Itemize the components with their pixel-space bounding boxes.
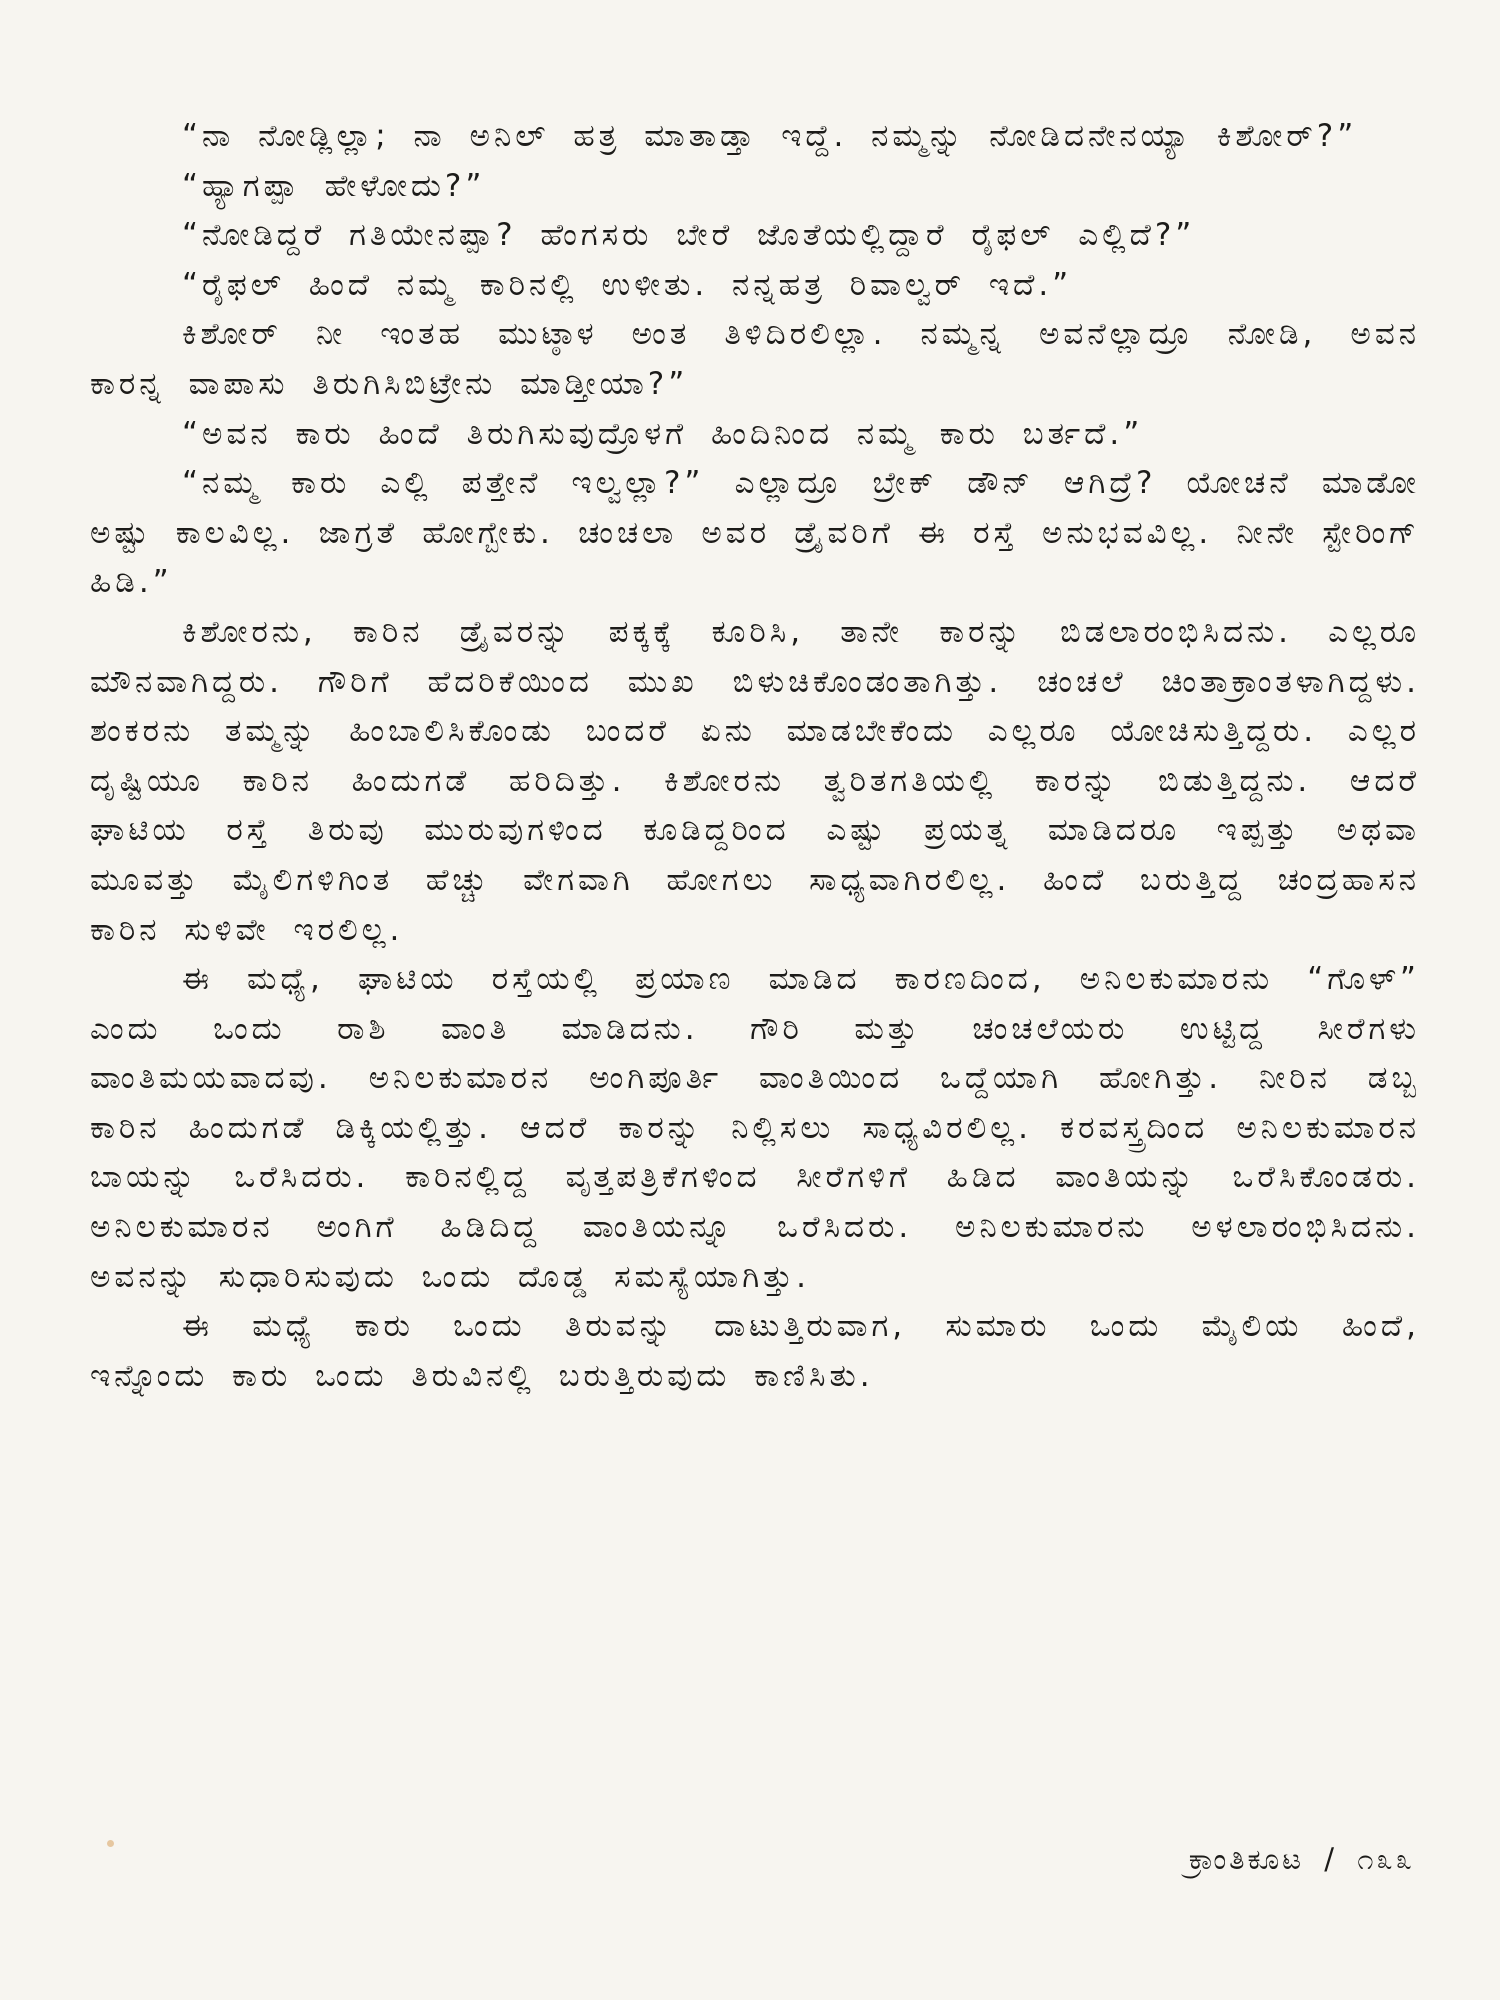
paragraph: ಈ ಮಧ್ಯೆ, ಘಾಟಿಯ ರಸ್ತೆಯಲ್ಲಿ ಪ್ರಯಾಣ ಮಾಡಿದ ಕಾರಣದಿಂದ, ಅನಿಲಕುಮಾರನು “ಗೊಳ್” ಎಂದು ಒಂದು ರಾಶಿ ವಾಂತಿ ಮಾಡಿದನು. ಗೌರಿ ಮತ್ತು ಚಂಚಲೆಯರು ಉಟ್ಟಿದ್ದ ಸೀರೆಗಳು ವಾಂತಿಮಯವಾದವು. ಅನಿಲಕುಮಾರನ ಅಂಗಿಪೂರ್ತಿ ವಾಂತಿಯಿಂದ ಒದ್ದೆಯಾಗಿ ಹೋಗಿತ್ತು. ನೀರಿನ ಡಬ್ಬ ಕಾರಿನ ಹಿಂದುಗಡೆ ಡಿಕ್ಕಿಯಲ್ಲಿತ್ತು. ಆದರೆ ಕಾರನ್ನು ನಿಲ್ಲಿಸಲು ಸಾಧ್ಯವಿರಲಿಲ್ಲ. ಕರವಸ್ತ್ರದಿಂದ ಅನಿಲಕುಮಾರನ ಬಾಯನ್ನು ಒರೆಸಿದರು. ಕಾರಿನಲ್ಲಿದ್ದ ವೃತ್ತಪತ್ರಿಕೆಗಳಿಂದ ಸೀರೆಗಳಿಗೆ ಹಿಡಿದ ವಾಂತಿಯನ್ನು ಒರೆಸಿಕೊಂಡರು. ಅನಿಲಕುಮಾರನ ಅಂಗಿಗೆ ಹಿಡಿದಿದ್ದ ವಾಂತಿಯನ್ನೂ ಒರೆಸಿದರು. ಅನಿಲಕುಮಾರನು ಅಳಲಾರಂಭಿಸಿದನು. ಅವನನ್ನು ಸುಧಾರಿಸುವುದು ಒಂದು ದೊಡ್ಡ ಸಮಸ್ಯೆಯಾಗಿತ್ತು. [90,961,1420,1295]
paragraph: “ನಮ್ಮ ಕಾರು ಎಲ್ಲಿ ಪತ್ತೇನೆ ಇಲ್ವಲ್ಲಾ?” ಎಲ್ಲಾದ್ರೂ ಬ್ರೇಕ್ ಡೌನ್ ಆಗಿದ್ರೆ? ಯೋಚನೆ ಮಾಡೋ ಅಷ್ಟು ಕಾಲವಿಲ್ಲ. ಜಾಗ್ರತೆ ಹೋಗ್ಬೇಕು. ಚಂಚಲಾ ಅವರ ಡ್ರೈವರಿಗೆ ಈ ರಸ್ತೆ ಅನುಭವವಿಲ್ಲ. ನೀನೇ ಸ್ಟೇರಿಂಗ್ ಹಿಡಿ.” [90,465,1420,601]
page-footer [1189,1842,1415,1877]
paper-stain [107,1840,114,1847]
paragraph: “ನಾ ನೋಡ್ಲಿಲ್ಲಾ; ನಾ ಅನಿಲ್ ಹತ್ರ ಮಾತಾಡ್ತಾ ಇದ್ದೆ. ನಮ್ಮನ್ನು ನೋಡಿದನೇನಯ್ಯಾ ಕಿಶೋರ್?” [182,118,1358,154]
paragraph: “ಅವನ ಕಾರು ಹಿಂದೆ ತಿರುಗಿಸುವುದ್ರೊಳಗೆ ಹಿಂದಿನಿಂದ ನಮ್ಮ ಕಾರು ಬರ್ತದೆ.” [182,415,1144,452]
footer-separator: / [1324,1842,1338,1876]
paragraph: ಕಿಶೋರ್ ನೀ ಇಂತಹ ಮುಟ್ಠಾಳ ಅಂತ ತಿಳಿದಿರಲಿಲ್ಲಾ. ನಮ್ಮನ್ನ ಅವನೆಲ್ಲಾದ್ರೂ ನೋಡಿ, ಅವನ ಕಾರನ್ನ ವಾಪಾಸು ತಿರುಗಿಸಿಬಿಟ್ರೇನು ಮಾಡ್ತೀಯಾ?” [90,316,1420,402]
page-number: ೧೩೩ [1357,1842,1415,1876]
paragraph: “ರೈಫಲ್ ಹಿಂದೆ ನಮ್ಮ ಕಾರಿನಲ್ಲಿ ಉಳೀತು. ನನ್ನಹತ್ರ ರಿವಾಲ್ವರ್ ಇದೆ.” [182,266,1073,303]
book-title: ಕ್ರಾಂತಿಕೂಟ [1188,1842,1305,1876]
body-text [90,112,1420,1401]
paragraph: “ಹ್ಯಾಗಪ್ಪಾ ಹೇಳೋದು?” [182,167,486,204]
paragraph: ಈ ಮಧ್ಯೆ ಕಾರು ಒಂದು ತಿರುವನ್ನು ದಾಟುತ್ತಿರುವಾಗ, ಸುಮಾರು ಒಂದು ಮೈಲಿಯ ಹಿಂದೆ, ಇನ್ನೊಂದು ಕಾರು ಒಂದು ತಿರುವಿನಲ್ಲಿ ಬರುತ್ತಿರುವುದು ಕಾಣಿಸಿತು. [90,1308,1420,1394]
paragraph: ಕಿಶೋರನು, ಕಾರಿನ ಡ್ರೈವರನ್ನು ಪಕ್ಕಕ್ಕೆ ಕೂರಿಸಿ, ತಾನೇ ಕಾರನ್ನು ಬಿಡಲಾರಂಭಿಸಿದನು. ಎಲ್ಲರೂ ಮೌನವಾಗಿದ್ದರು. ಗೌರಿಗೆ ಹೆದರಿಕೆಯಿಂದ ಮುಖ ಬಿಳುಚಿಕೊಂಡಂತಾಗಿತ್ತು. ಚಂಚಲೆ ಚಿಂತಾಕ್ರಾಂತಳಾಗಿದ್ದಳು. ಶಂಕರನು ತಮ್ಮನ್ನು ಹಿಂಬಾಲಿಸಿಕೊಂಡು ಬಂದರೆ ಏನು ಮಾಡಬೇಕೆಂದು ಎಲ್ಲರೂ ಯೋಚಿಸುತ್ತಿದ್ದರು. ಎಲ್ಲರ ದೃಷ್ಟಿಯೂ ಕಾರಿನ ಹಿಂದುಗಡೆ ಹರಿದಿತ್ತು. ಕಿಶೋರನು ತ್ವರಿತಗತಿಯಲ್ಲಿ ಕಾರನ್ನು ಬಿಡುತ್ತಿದ್ದನು. ಆದರೆ ಘಾಟಿಯ ರಸ್ತೆ ತಿರುವು ಮುರುವುಗಳಿಂದ ಕೂಡಿದ್ದರಿಂದ ಎಷ್ಟು ಪ್ರಯತ್ನ ಮಾಡಿದರೂ ಇಪ್ಪತ್ತು ಅಥವಾ ಮೂವತ್ತು ಮೈಲಿಗಳಿಗಿಂತ ಹೆಚ್ಚು ವೇಗವಾಗಿ ಹೋಗಲು ಸಾಧ್ಯವಾಗಿರಲಿಲ್ಲ. ಹಿಂದೆ ಬರುತ್ತಿದ್ದ ಚಂದ್ರಹಾಸನ ಕಾರಿನ ಸುಳಿವೇ ಇರಲಿಲ್ಲ. [90,613,1420,948]
paragraph: “ನೋಡಿದ್ದರೆ ಗತಿಯೇನಪ್ಪಾ? ಹೆಂಗಸರು ಬೇರೆ ಜೊತೆಯಲ್ಲಿದ್ದಾರೆ ರೈಫಲ್ ಎಲ್ಲಿದೆ?” [182,217,1196,254]
